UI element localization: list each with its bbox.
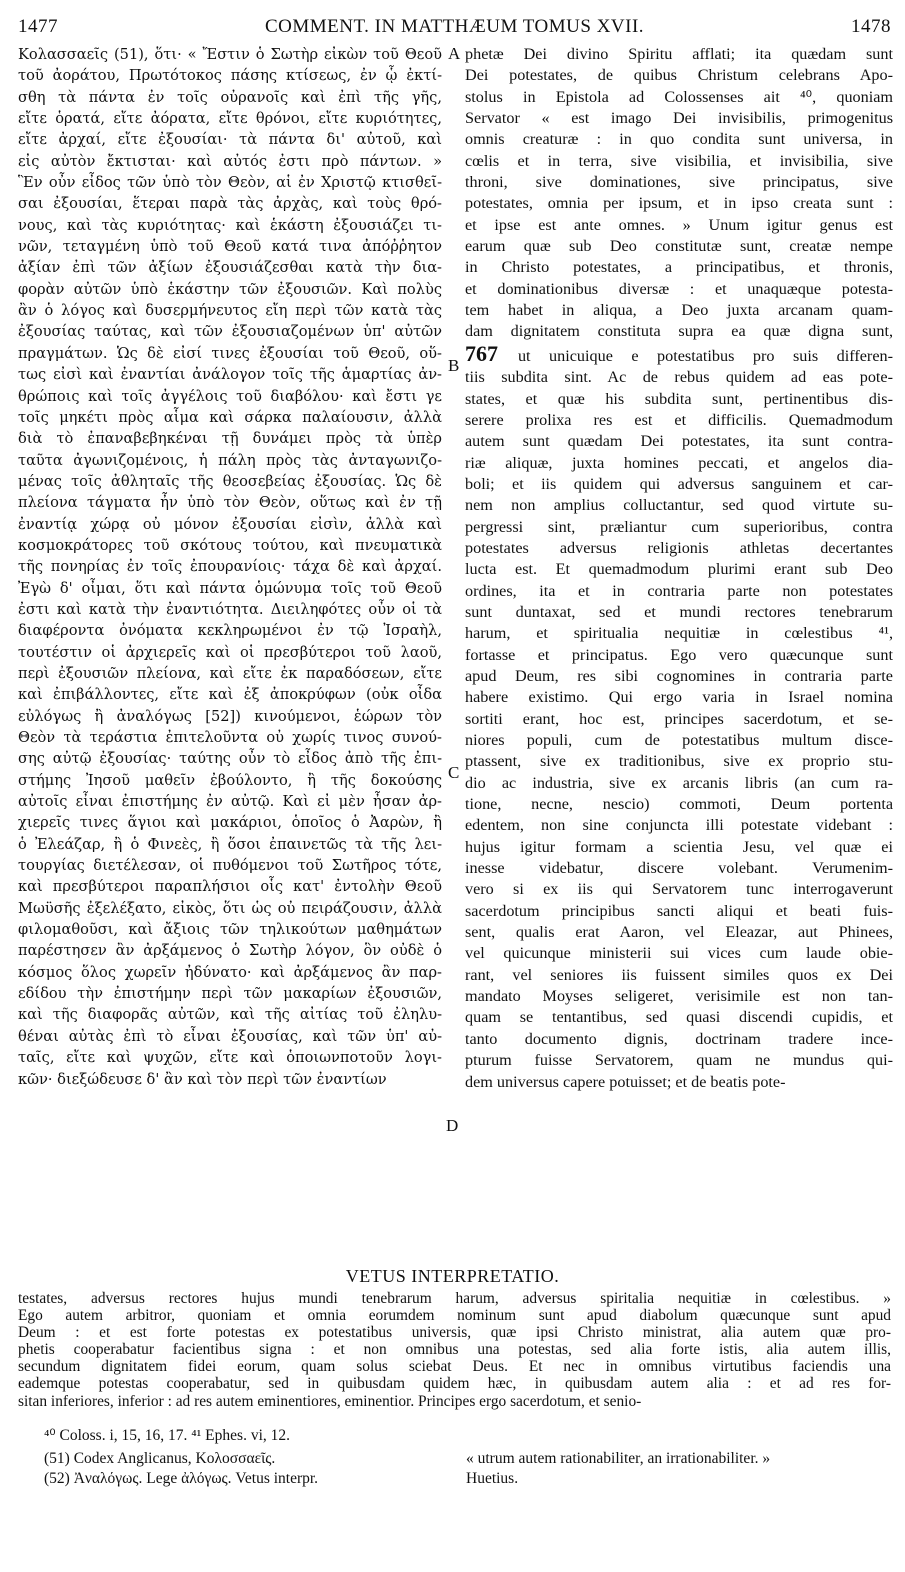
latin-text-line: apud Deum, res sibi cognomines in contraria parte <box>465 666 893 685</box>
greek-text-line: νους, καὶ τὰς κυριότητας· καὶ ἑκάστη ἐξουσιάζει τι- <box>18 216 442 234</box>
latin-text-line: sacerdotum principibus sancti aliqui et beati fuis- <box>465 901 893 920</box>
greek-text-line: σης αὐτῷ ἐξουσίας· ταύτης οὖν τὸ εἶδος ἀπὸ τῆς ἐπι- <box>18 750 442 768</box>
greek-text-line: μένας τοῖς ἀθληταῖς τῆς θεοσεβείας ἐξουσίας. Ὡς δὲ <box>18 472 442 490</box>
footnotes-left <box>44 1449 318 1489</box>
latin-text-line: cœlis et in terra, sive visibilia, et invisibilia, sive <box>465 151 893 170</box>
latin-text-line: phetæ Dei divino Spiritu afflati; ita quædam sunt <box>465 45 893 63</box>
greek-text-line: ὁ Ἐλεάζαρ, ἢ ὁ Φινεὲς, ἢ ὅσοι ἐπαινετῶς τὰ τῆς λει- <box>18 835 442 853</box>
latin-text-line: stolus in Epistola ad Colossenses ait ⁴⁰, quoniam <box>465 87 893 106</box>
greek-text-line: νῶν, τεταγμένη ὑπὸ τοῦ Θεοῦ κατά τινα ἀπόῤῥητον <box>18 238 442 256</box>
latin-text-line: sunt duntaxat, sed et mundi rectores tenebrarum <box>465 602 893 621</box>
greek-text-line: διαφέροντα ὀνόματα κεκληρωμένοι ἐν τῷ Ἰσραὴλ, <box>18 622 442 640</box>
margin-marker-a: A <box>448 44 461 63</box>
latin-text-line: pergressi sint, præliantur cum superioribus, contra <box>465 517 893 536</box>
greek-text-line: εἴτε ἀρχαί, εἴτε ἐξουσίαι· τὰ πάντα δι' αὐτοῦ, καὶ <box>18 131 442 149</box>
vetus-text-line: sitan inferiores, inferior : ad res autem eminentiores, eminentior. Principes ergo sacerdotum, et senio- <box>18 1392 642 1410</box>
footnote: « utrum autem rationabiliter, an irrationabiliter. » <box>466 1450 771 1467</box>
latin-text-line: sent, qualis erat Aaron, vel Eleazar, aut Phinees, <box>465 923 893 942</box>
latin-text-line: lucta est. Et quemadmodum plurimi erant sub Deo <box>465 560 893 579</box>
latin-text-line: dio ac industria, sive ex arcanis libris (an cum ra- <box>465 773 893 792</box>
greek-text-line: πλείονα τάγματα ἦν ὑπὸ τὸν Θεὸν, οὕτως καὶ ἐν τῇ <box>18 494 442 512</box>
greek-text-line: καὶ πρεσβύτεροι παραπλήσιοι οἷς κατ' ἐντολὴν Θεοῦ <box>18 878 442 896</box>
latin-text-line: niores populi, cum de potestatibus multum disce- <box>465 731 893 749</box>
latin-text-line: fortasse et principatus. Ego vero quæcunque sunt <box>465 645 893 664</box>
greek-text-line: θρώποις καὶ τοῖς ἀγγέλοις τοῦ διαβόλου· καὶ ἔστι γε <box>18 387 442 405</box>
vetus-text-line: eademque potestas cooperabatur, sed in quibusdam quidem hæc, in quibusdam autem alia : et ad res for- <box>18 1375 891 1393</box>
latin-text-line: potestates, omnia per ipsum, et in ipso creata sunt : <box>465 194 893 213</box>
latin-text-line: omnis creaturæ : in quo condita sunt universa, in <box>465 130 893 149</box>
latin-text-line: earum quæ sub Deo constitutæ sunt, creatæ nempe <box>465 237 893 256</box>
greek-column <box>18 44 442 1090</box>
latin-text-line: riæ aliquæ, juxta homines peccati, et angelos dia- <box>465 453 893 472</box>
greek-text-line: διὰ τὸ ἐπαναβεβηκέναι τῇ δυνάμει πρὸς τὰ ὑπὲρ <box>18 430 442 448</box>
latin-text-line: harum, et spiritualia nequitiæ in cœlestibus ⁴¹, <box>465 624 893 643</box>
greek-text-line: ἐξουσίας ταύτας, καὶ τῶν ἐξουσιαζομένων ὑπ' αὐτῶν <box>18 323 442 341</box>
latin-text-line: potestates adversus religionis athletas decertantes <box>465 538 893 557</box>
greek-text-line: φορὰν αὐτῶν ὑπὸ ἑκάστην τῶν ἐξουσιῶν. Καὶ πολὺς <box>18 280 442 298</box>
vetus-text-line: Deum : et est forte potestas ex potestatibus universis, quæ ipsi Christo ministrat, alia autem quæ pro- <box>18 1324 891 1342</box>
running-header <box>18 16 891 44</box>
latin-text-line: tione, necne, nescio) commoti, Deum portenta <box>465 795 893 814</box>
latin-text-line: boli; et iis quidem qui adversus sanguinem et car- <box>465 474 893 493</box>
greek-text-line: εδίδου τὴν ἐπιστήμην περὶ τῶν μακαρίων ἐξουσιῶν, <box>18 985 442 1003</box>
page-number-right: 1478 <box>851 16 891 37</box>
latin-text-line-text: ut unicuique e potestatibus pro suis differen- <box>517 346 893 365</box>
latin-text-line: rant, vel seniores iis fuissent similes quos ex Dei <box>465 965 893 984</box>
latin-text-line: ordines, ita et in contraria parte non potestates <box>465 581 893 600</box>
latin-text-line: hujus igitur formam a scientia Jesu, vel quæ ei <box>465 837 893 856</box>
greek-text-line: ταῦτα ἀγωνιζομένοις, ἡ πάλη πρὸς τὰς ἀνταγωνιζο- <box>18 451 442 469</box>
greek-text-line: πραγμάτων. Ὡς δὲ εἰσί τινες ἐξουσίαι τοῦ Θεοῦ, οὕ- <box>18 344 442 362</box>
latin-text-line: vero si ex iis qui Servatorem tunc interrogaverunt <box>465 880 893 899</box>
column-number: 767 <box>465 342 518 366</box>
greek-text-line: κόσμος ὅλος χωρεῖν ἠδύνατο· καὶ ἀρξάμενος ἂν παρ- <box>18 963 442 981</box>
vetus-text-line: Ego autem arbitror, quoniam et omnia eorumdem nominum sunt apud diabolum quæcunque sunt apud <box>18 1307 891 1325</box>
latin-text-line: dam dignitatem constituta supra ea quæ digna sunt, <box>465 322 893 341</box>
greek-text-line: τοῦ ἀοράτου, Πρωτότοκος πάσης κτίσεως, ἐν ᾧ ἐκτί- <box>18 67 442 85</box>
greek-text-line: περὶ ἐξουσιῶν πλείονα, καὶ εἴτε ἐκ παραδόσεων, εἴτε <box>18 664 442 682</box>
latin-text-line: et ipse est ante omnes. » Unum igitur genus est <box>465 215 893 234</box>
latin-text-line: nem non amplius colluctantur, sed quod virtute su- <box>465 496 893 515</box>
greek-text-line: φιλομαθοῦσι, καὶ ἄξιοις τῶν τηλικούτων μαθημάτων <box>18 921 442 939</box>
greek-text-line: Κολασσαεῖς (51), ὅτι· « Ἔστιν ὁ Σωτὴρ εἰκὼν τοῦ Θεοῦ <box>18 46 442 63</box>
latin-text-line: ptassent, sive ex traditionibus, sive ex proprio stu- <box>465 752 893 771</box>
greek-text-line: αὐτοῖς εἶναι ἐπιστήμης ἐν αὐτῷ. Καὶ εἰ μὲν ἦσαν ἀρ- <box>18 793 442 811</box>
latin-text-line: tanto documento dignis, doctrinam tradere ince- <box>465 1029 893 1048</box>
latin-column <box>465 44 893 1093</box>
latin-text-line: states, et quæ his subdita sunt, pertinentibus dis- <box>465 389 893 408</box>
margin-marker-d: D <box>446 1116 459 1135</box>
greek-text-line: εἰς αὐτὸν ἔκτισται· καὶ αὐτός ἐστι πρὸ πάντων. » <box>18 152 442 170</box>
latin-text-line: throni, sive dominationes, sive principatus, sive <box>465 173 893 192</box>
latin-text-line: autem sunt quædam Dei potestates, ita sunt contra- <box>465 432 893 451</box>
greek-text-line: τουτέστιν οἱ ἀρχιερεῖς καὶ οἱ πρεσβύτεροι τοῦ λαοῦ, <box>18 643 442 661</box>
latin-text-line: Dei potestates, de quibus Christum celebrans Apo- <box>465 66 893 85</box>
greek-text-line: ἐστι καὶ κατὰ τὴν ἐναντιότητα. Διειληφότες οὖν οἱ τὰ <box>18 600 442 618</box>
greek-text-line: τως εἰσὶ καὶ ἐναντίαι ἀνάλογον τοῖς τῆς ἁμαρτίας ἀν- <box>18 366 442 384</box>
vetus-text-line: testates, adversus rectores hujus mundi tenebrarum harum, adversus spiritalia nequitiæ in cœlestibus. » <box>18 1290 891 1307</box>
greek-text-line: ταῖς, εἴτε καὶ ψυχῶν, εἴτε καὶ ὁποιωνποτοῦν λογι- <box>18 1049 442 1067</box>
latin-text-line: tem habet in aliqua, a Deo juxta arcanam quam- <box>465 301 893 320</box>
footnotes-right <box>466 1449 770 1489</box>
greek-text-line: τοῖς μηκέτι πρὸς αἷμα καὶ σάρκα παλαίουσιν, ἀλλὰ <box>18 408 442 426</box>
latin-text-line: dem universus capere potuisset; et de beatis pote- <box>465 1072 786 1091</box>
latin-text-line: Servator « est imago Dei invisibilis, primogenitus <box>465 109 893 128</box>
running-title: COMMENT. IN MATTHÆUM TOMUS XVII. <box>264 16 645 37</box>
latin-text-line: tiis subdita sint. Ac de rebus quidem ad eas pote- <box>465 368 893 387</box>
greek-text-line: Μωϋσῆς ἐξελέξατο, εἰκὸς, ὅτι ὡς οὐ πειράζουσιν, ἀλλὰ <box>18 899 442 917</box>
greek-text-line: ἂν ὁ λόγος καὶ δυσερμήνευτος εἴη περὶ τῶν κατὰ τὰς <box>18 302 442 320</box>
latin-text-line: et dominationibus diversæ : et unaquæque potesta- <box>465 279 893 298</box>
footnote: (52) Ἀναλόγως. Lege ἀλόγως. Vetus interpr. <box>44 1470 319 1487</box>
latin-text-line: in Christo potestates, a principatibus, et thronis, <box>465 258 893 277</box>
greek-text-line: κῶν· διεξώδευσε δ' ἂν καὶ τὸν περὶ τῶν ἐναντίων <box>18 1070 387 1088</box>
greek-text-line: κοσμοκράτορες τοῦ σκότους τούτου, καὶ πνευματικὰ <box>18 536 442 554</box>
greek-text-line: στήμης Ἰησοῦ μαθεῖν ἐβούλοντο, ἢ τῆς δοκούσης <box>18 771 442 789</box>
greek-text-line: εἴτε ὁρατά, εἴτε ἀόρατα, εἴτε θρόνοι, εἴτε κυριότητες, <box>18 110 442 128</box>
greek-text-line: καὶ ἐπιβάλλοντες, εἴτε καὶ ἐξ ἀποκρύφων (οὐκ οἶδα <box>18 686 442 704</box>
page-number-left: 1477 <box>18 16 58 37</box>
latin-text-line: serere prolixa res est et difficilis. Quemadmodum <box>465 410 893 429</box>
scripture-references: ⁴⁰ Coloss. i, 15, 16, 17. ⁴¹ Ephes. vi, 12. <box>44 1427 290 1444</box>
latin-text-line: habere existimo. Qui ergo varia in Israel nomina <box>465 688 893 707</box>
latin-text-line: sortiti erant, hoc est, principes sacerdotum, et se- <box>465 709 893 728</box>
latin-text-line <box>465 343 893 367</box>
footnote: Huetius. <box>466 1470 519 1487</box>
greek-text-line: τῆς πονηρίας ἐν τοῖς ἐπουρανίοις· τάχα δὲ καὶ ἀρχαί. <box>18 558 442 576</box>
greek-text-line: ἀξίαν ἐπὶ τῶν ἀξίων ἐξουσιάζεσθαι κατὰ τὴν δια- <box>18 259 442 277</box>
margin-marker-b: B <box>448 356 460 375</box>
greek-text-line: εὐλόγως ἢ ἀναλόγως [52]) κινούμενοι, ἑώρων τὸν <box>18 707 442 725</box>
vetus-interpretatio-text <box>18 1290 891 1410</box>
latin-text-line: mandato Moyses seligeret, verisimile est non tan- <box>465 987 893 1006</box>
margin-marker-c: C <box>448 763 460 782</box>
greek-text-line: τουργίας διετέλεσαν, οἱ πυθόμενοι τοῦ Σωτῆρος τότε, <box>18 857 442 875</box>
greek-text-line: Ἓν οὖν εἶδος τῶν ὑπὸ τὸν Θεὸν, αἱ ἐν Χριστῷ κτισθεῖ- <box>18 174 442 192</box>
greek-text-line: παρέστησεν ἂν ἀρξάμενος ὁ Σωτὴρ λόγον, ὃν οὐδὲ ὁ <box>18 942 442 960</box>
vetus-text-line: phetis cooperabatur facientibus signa : et non omnibus una potestas, sed alia forte istis, alia autem illis, <box>18 1341 891 1359</box>
latin-text-line: inesse videbatur, discere volebant. Verumenim- <box>465 859 893 878</box>
vetus-text-line: secundum dignitatem fidei eorum, quam solus sciebat Deus. Et nec in omnibus virtutibus faciendis una <box>18 1358 891 1376</box>
greek-text-line: Ἐγὼ δ' οἶμαι, ὅτι καὶ πάντα ὁμώνυμα τοῖς τοῦ Θεοῦ <box>18 579 442 597</box>
footnote: (51) Codex Anglicanus, Κολοσσαεῖς. <box>44 1450 276 1467</box>
vetus-interpretatio-title: VETUS INTERPRETATIO. <box>345 1266 560 1286</box>
latin-text-line: pturum fuisse Servatorem, quam ne mundus qui- <box>465 1051 893 1070</box>
latin-text-line: edentem, non sine conjuncta illi potestate videbant : <box>465 816 893 835</box>
greek-text-line: καὶ τῆς διαφορᾶς αὐτῶν, καὶ τῆς αἰτίας τοῦ ἐληλυ- <box>18 1006 442 1024</box>
greek-text-line: χιερεῖς τινες ἅγιοι καὶ μακάριοι, ὁποῖος ὁ Ἀαρὼν, ἢ <box>18 814 442 832</box>
latin-text-line: vel quicunque ministerii sui vices cum laude obie- <box>465 944 893 963</box>
greek-text-line: σαι ἐξουσίαι, ἕτεραι παρὰ τὰς ἀρχὰς, καὶ τοὺς θρό- <box>18 195 442 213</box>
greek-text-line: θέναι αὐτὰς ἐπὶ τὸ εἶναι ἐξουσίας, καὶ τῶν ὑπ' αὐ- <box>18 1027 442 1045</box>
greek-text-line: ἐναντίᾳ χώρᾳ οὐ μόνον ἐξουσίαι εἰσὶν, ἀλλὰ καὶ <box>18 515 442 533</box>
latin-text-line: quam se tentantibus, sed quasi discendi cupidis, et <box>465 1008 893 1027</box>
greek-text-line: Θεὸν τὰ τεράστια ἐπιτελοῦντα οὐ χωρίς τινος συνού- <box>18 729 442 746</box>
greek-text-line: σθη τὰ πάντα ἐν τοῖς οὐρανοῖς καὶ ἐπὶ τῆς γῆς, <box>18 88 442 106</box>
